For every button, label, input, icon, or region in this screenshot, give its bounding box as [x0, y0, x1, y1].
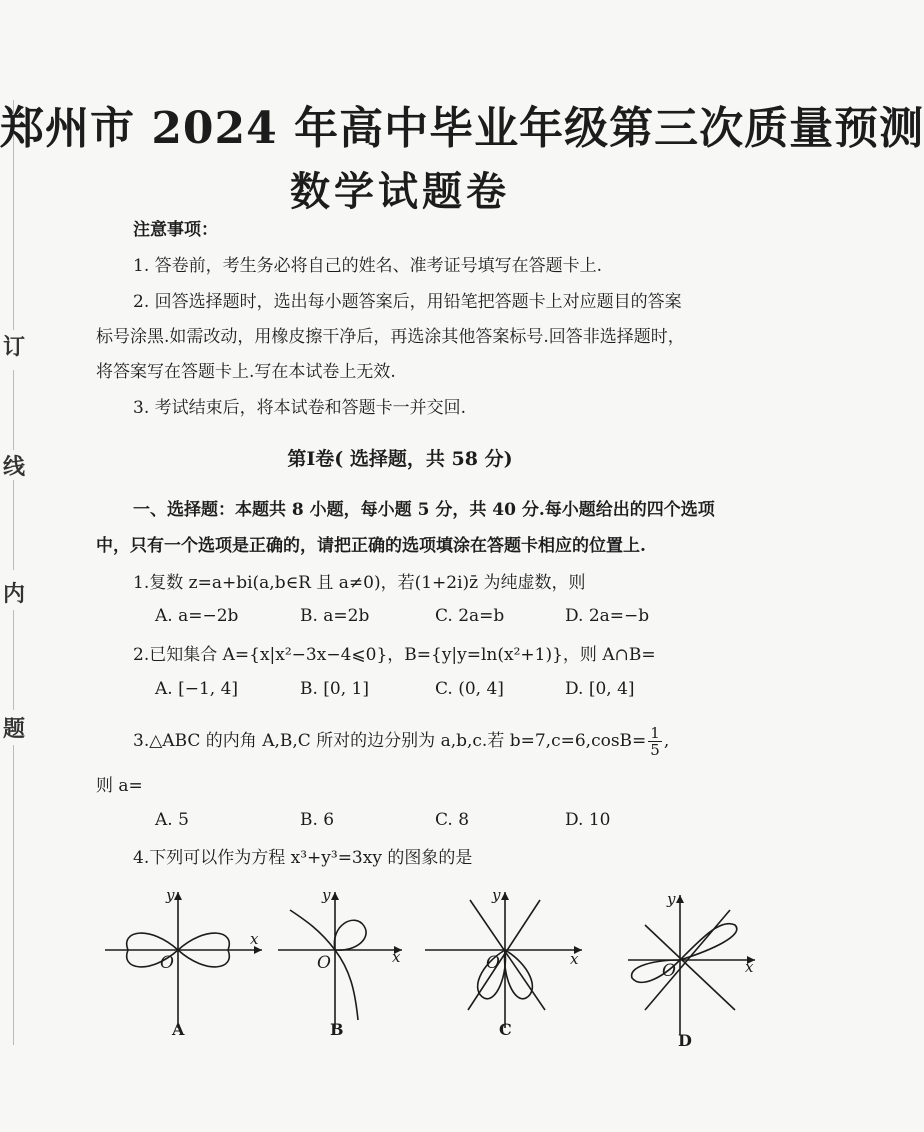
graph-c-caption: C — [499, 1020, 512, 1039]
graph-a-origin-label: O — [160, 953, 174, 973]
graph-b-caption: B — [330, 1020, 344, 1039]
question-1-option-d: D. 2a=−b — [565, 606, 650, 626]
graph-a-x-label: x — [250, 930, 259, 948]
question-3-stem-end: , — [663, 731, 670, 751]
question-3-option-a: A. 5 — [155, 810, 189, 830]
question-4-graphs — [0, 870, 800, 1060]
graph-c-y-label: y — [492, 886, 501, 904]
graph-d-caption: D — [678, 1031, 692, 1050]
exam-title: 郑州市 2024 年高中毕业年级第三次质量预测 — [0, 103, 924, 154]
graph-b-y-arrow — [331, 892, 339, 900]
graph-c-y-arrow — [501, 892, 509, 900]
graph-d-x-label: x — [745, 958, 754, 976]
graph-d — [628, 895, 755, 1035]
question-2-option-a: A. [−1, 4] — [155, 679, 239, 699]
notice-item-3: 3. 考试结束后，将本试卷和答题卡一并交回. — [133, 398, 467, 418]
question-3-fraction — [648, 725, 662, 758]
notice-item-1: 1. 答卷前，考生务必将自己的姓名、准考证号填写在答题卡上. — [133, 256, 603, 276]
graph-d-y-arrow — [676, 895, 684, 903]
graph-c-line-1 — [470, 900, 545, 1010]
graph-b-loop — [334, 920, 366, 950]
section-instructions-line2: 中，只有一个选项是正确的，请把正确的选项填涂在答题卡相应的位置上. — [96, 536, 646, 556]
question-1-option-a: A. a=−2b — [155, 606, 239, 626]
graph-a-y-arrow — [174, 892, 182, 900]
question-4-stem: 4.下列可以作为方程 x³+y³=3xy 的图象的是 — [133, 848, 473, 868]
question-1-option-b: B. a=2b — [300, 606, 370, 626]
question-3-stem-text: 3.△ABC 的内角 A,B,C 所对的边分别为 a,b,c.若 b=7,c=6,cosB= — [133, 731, 647, 751]
notice-item-2-line3: 将答案写在答题卡上.写在本试卷上无效. — [96, 362, 396, 382]
question-2-option-b: B. [0, 1] — [300, 679, 370, 699]
graph-d-origin-label: O — [662, 961, 676, 981]
question-3-stem — [133, 725, 669, 758]
question-3-option-b: B. 6 — [300, 810, 335, 830]
fraction-denominator: 5 — [650, 741, 660, 759]
question-3-stem-line2: 则 a= — [96, 776, 143, 796]
section-title: 第Ⅰ卷( 选择题，共 58 分) — [287, 448, 513, 470]
question-3-option-d: D. 10 — [565, 810, 611, 830]
graph-a — [105, 892, 262, 1028]
question-2-option-c: C. (0, 4] — [435, 679, 504, 699]
question-1-stem: 1.复数 z=a+bi(a,b∈R 且 a≠0)，若(1+2i)z̄ 为纯虚数，则 — [133, 573, 586, 593]
graph-c-x-label: x — [570, 950, 579, 968]
exam-subtitle: 数学试题卷 — [290, 168, 510, 215]
margin-mark-4: 题 — [3, 716, 26, 742]
question-1-option-c: C. 2a=b — [435, 606, 505, 626]
graph-b — [278, 892, 402, 1028]
graph-d-y-label: y — [667, 890, 676, 908]
graph-b-tail-lower — [335, 950, 358, 1020]
graph-b-tail-upper — [290, 910, 335, 950]
graph-c — [425, 892, 582, 1028]
notice-heading: 注意事项： — [133, 220, 218, 240]
fraction-numerator: 1 — [650, 724, 660, 742]
graph-c-origin-label: O — [486, 953, 500, 973]
margin-mark-2: 线 — [3, 454, 26, 480]
margin-mark-3: 内 — [3, 581, 26, 607]
graph-b-y-label: y — [322, 886, 331, 904]
section-instructions-line1: 一、选择题：本题共 8 小题，每小题 5 分，共 40 分.每小题给出的四个选项 — [133, 500, 715, 520]
margin-mark-1: 订 — [3, 334, 26, 360]
notice-item-2-line2: 标号涂黑.如需改动，用橡皮擦干净后，再选涂其他答案标号.回答非选择题时， — [96, 327, 685, 347]
notice-item-2-line1: 2. 回答选择题时，选出每小题答案后，用铅笔把答题卡上对应题目的答案 — [133, 292, 682, 312]
graph-b-origin-label: O — [317, 953, 331, 973]
graph-b-x-label: x — [392, 948, 401, 966]
question-3-option-c: C. 8 — [435, 810, 470, 830]
question-2-option-d: D. [0, 4] — [565, 679, 635, 699]
graph-a-caption: A — [172, 1020, 185, 1039]
graph-d-loop-upper — [680, 924, 737, 960]
question-2-stem: 2.已知集合 A={x|x²−3x−4⩽0}，B={y|y=ln(x²+1)}，则 A∩B= — [133, 645, 656, 665]
graph-a-y-label: y — [166, 886, 175, 904]
graph-d-line-1 — [645, 925, 735, 1010]
